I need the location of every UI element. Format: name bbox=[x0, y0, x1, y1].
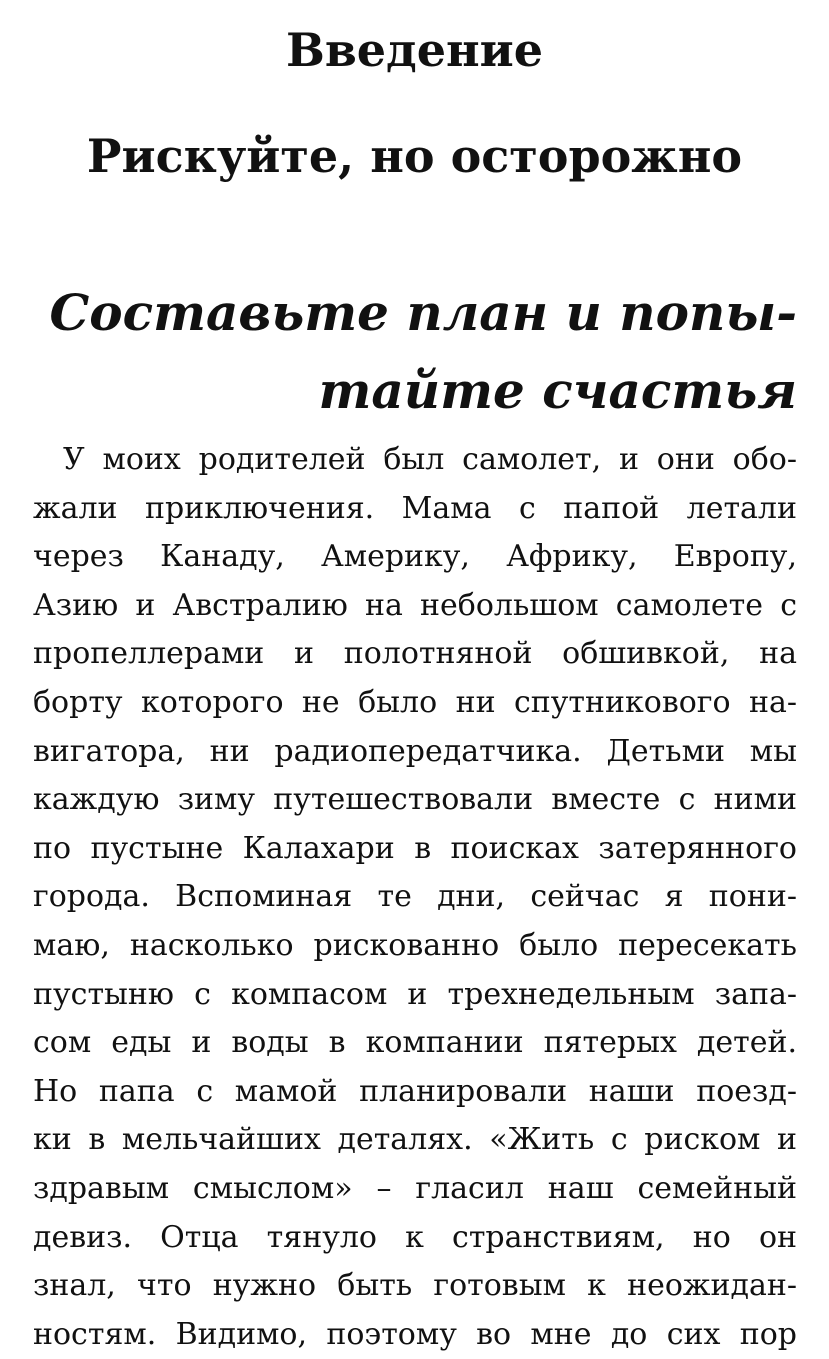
text-line: жали приключения. Мама с папой летали bbox=[33, 490, 797, 526]
text-line: пустыню с компасом и трехнедельным запа- bbox=[33, 976, 797, 1012]
section-title-line: тайте счастья bbox=[318, 361, 797, 420]
text-line: борту которого не было ни спутникового на- bbox=[33, 684, 797, 720]
text-line: маю, насколько рискованно было пересекать bbox=[33, 927, 797, 963]
chapter-label: Введение bbox=[285, 23, 544, 77]
section-title-line: Составьте план и попы- bbox=[49, 283, 797, 342]
chapter-title: Рискуйте, но осторожно bbox=[86, 129, 743, 183]
text-line: через Канаду, Америку, Африку, Европу, bbox=[33, 539, 797, 575]
text-line: ки в мельчайших деталях. «Жить с риском и bbox=[33, 1122, 797, 1158]
text-line: пропеллерами и полотняной обшивкой, на bbox=[33, 636, 797, 672]
text-line: каждую зиму путешествовали вместе с ними bbox=[33, 782, 797, 818]
text-line: У моих родителей был самолет, и они обо- bbox=[63, 442, 797, 477]
text-line: по пустыне Калахари в поисках затерянного bbox=[33, 830, 797, 866]
text-line: здравым смыслом» – гласил наш семейный bbox=[33, 1170, 797, 1206]
text-line: вигатора, ни радиопередатчика. Детьми мы bbox=[33, 733, 797, 769]
text-line: Азию и Австралию на небольшом самолете с bbox=[33, 587, 797, 623]
text-line: города. Вспоминая те дни, сейчас я пони- bbox=[33, 879, 797, 915]
text-line: девиз. Отца тянуло к странствиям, но он bbox=[33, 1219, 797, 1255]
text-line: знал, что нужно быть готовым к неожидан- bbox=[33, 1268, 797, 1304]
body-paragraph bbox=[33, 436, 797, 1359]
text-line: ностям. Видимо, поэтому во мне до сих пор bbox=[33, 1316, 797, 1352]
text-line: Но папа с мамой планировали наши поезд- bbox=[33, 1073, 797, 1109]
text-line: сом еды и воды в компании пятерых детей. bbox=[33, 1025, 797, 1061]
